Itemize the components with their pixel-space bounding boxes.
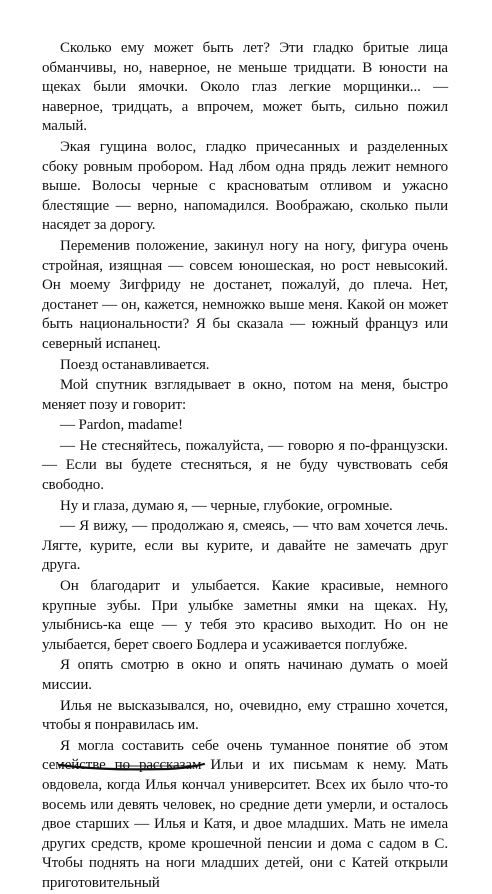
paragraph-2: Экая гущина волос, гладко причесанных и разделенных сбоку ровным пробором. Над лбом одна прядь лежит немного выше. Волосы черные с красноватым отливом и ужасно блестящие — верно, напомадился. Воображаю, сколько пыли насядет за дорогу. <box>42 138 448 234</box>
paragraph-3: Переменив положение, закинул ногу на ногу, фигура очень стройная, изящная — совсем юношеская, но рост невысокий. Он моему Зигфриду не достанет, пожалуй, до плеча. Нет, достанет — он, кажется, немножко выше меня. Какой он может быть национальности? Я бы сказала — южный француз или северный испанец. <box>42 237 448 352</box>
paragraph-4: Поезд останавливается. <box>60 356 210 373</box>
paragraph-9: — Я вижу, — продолжаю я, смеясь, — что вам хочется лечь. Лягте, курите, если вы курите, и давайте не замечать друг друга. <box>42 518 448 574</box>
page-text <box>42 39 448 894</box>
paragraph-7: — Не стесняйтесь, пожалуйста, — говорю я по-французски. — Если вы будете стесняться, я не буду чувствовать себя свободно. <box>42 437 448 494</box>
paragraph-12: Илья не высказывался, но, очевидно, ему страшно хочется, чтобы я понравилась им. <box>42 697 448 734</box>
paragraph-8: Ну и глаза, думаю я, — черные, глубокие, огромные. <box>60 497 393 514</box>
paragraph-10: Он благодарит и улыбается. Какие красивые, немного крупные зубы. При улыбке заметны ямки на щеках. Ну, улыбнись-ка еще — у тебя это красиво выходит. Но он не улыбается, берет своего Бодлера и усаживается поглубже. <box>42 578 448 653</box>
paragraph-6: — Pardon, madame! <box>60 417 183 434</box>
paragraph-11: Я опять смотрю в окно и опять начинаю думать о моей миссии. <box>42 657 448 693</box>
paragraph-5: Мой спутник взглядывает в окно, потом на меня, быстро меняет позу и говорит: <box>42 377 448 413</box>
paragraph-1: Сколько ему может быть лет? Эти гладко бритые лица обманчивы, но, наверное, не меньше тридцати. В юности на щеках были ямочки. Около глаз легкие морщинки... — наверное, тридцать, а впрочем, может быть, сильно пожил малый. <box>42 40 448 135</box>
paragraph-13: Я могла составить себе очень туманное понятие об этом семействе по рассказам Ильи и их письмам к нему. Мать овдовела, когда Илья кончал университет. Всех их было что-то восемь или девять человек, но средние дети умерли, и осталось двое старших — Илья и Катя, и двое младших. Мать не имела других средств, кроме крошечной пенсии и дома с садом в С. Чтобы поднять на ноги младших детей, они с Катей открыли приготовительный <box>42 737 448 891</box>
